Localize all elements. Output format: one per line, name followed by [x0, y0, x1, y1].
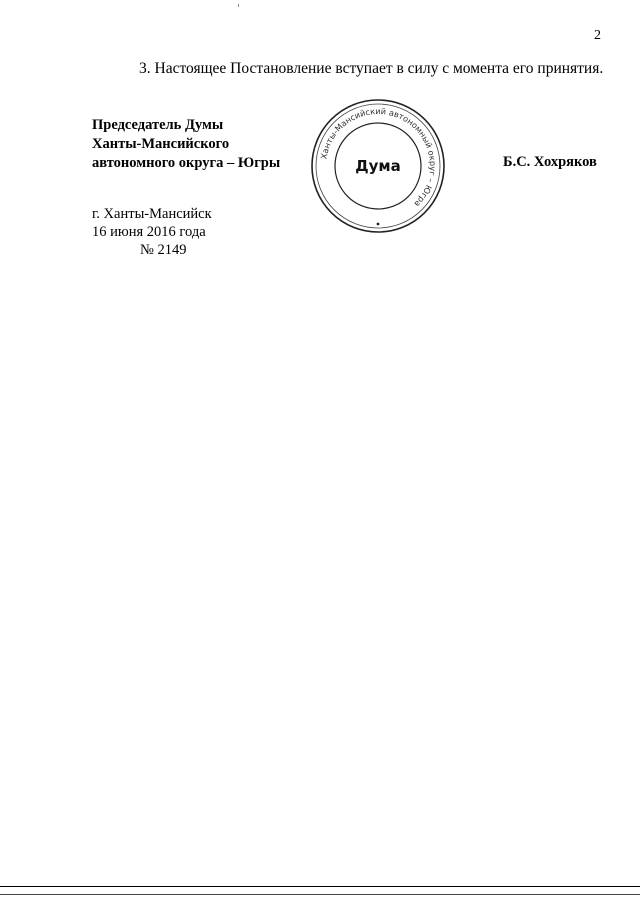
bottom-rule [0, 886, 640, 887]
signer-title-line: автономного округа – Югры [92, 155, 281, 171]
official-seal [308, 96, 448, 236]
signer-title-line: Ханты-Мансийского [92, 136, 230, 152]
place: г. Ханты-Мансийск [92, 206, 212, 222]
bottom-rule-secondary [0, 894, 640, 895]
place-date-block [92, 205, 212, 259]
scan-mark [238, 4, 239, 7]
seal-dot [377, 223, 380, 226]
seal-outer-text-path: Ханты-Мансийский автономный округ – Югра [318, 105, 439, 210]
seal-center-text: Дума [355, 157, 401, 175]
page-number: 2 [594, 28, 601, 43]
document-number: № 2149 [140, 242, 187, 258]
signer-name: Б.С. Хохряков [503, 154, 597, 170]
signer-title [92, 116, 280, 173]
date: 16 июня 2016 года [92, 224, 206, 240]
clause-paragraph: 3. Настоящее Постановление вступает в силу с момента его принятия. [139, 60, 604, 77]
signer-title-line: Председатель Думы [92, 117, 224, 133]
